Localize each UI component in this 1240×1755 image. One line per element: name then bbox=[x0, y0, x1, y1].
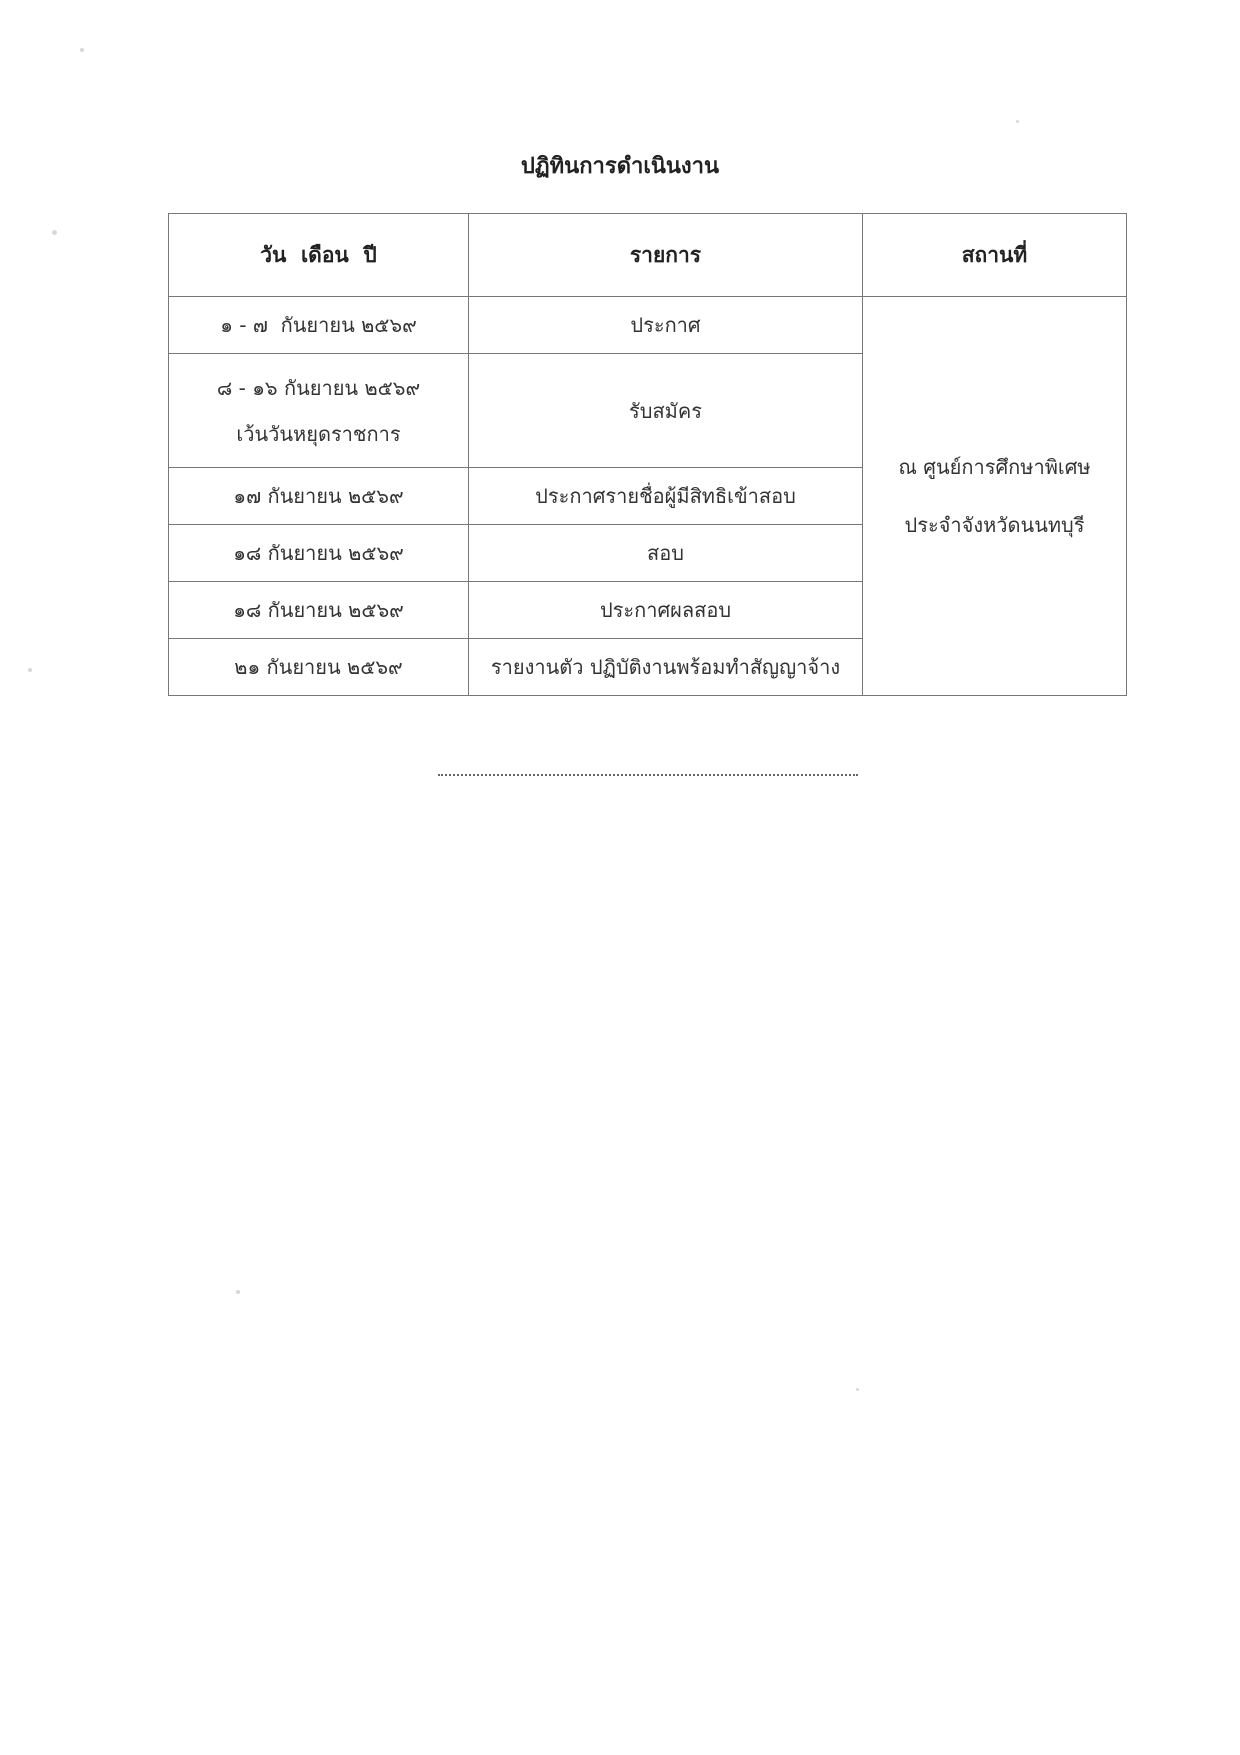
date-text: ๘ - ๑๖ กันยายน ๒๕๖๙ bbox=[216, 375, 421, 400]
row-date bbox=[169, 639, 469, 696]
table-header-row bbox=[169, 214, 1127, 297]
row-item: รับสมัคร bbox=[469, 354, 863, 468]
header-item: รายการ bbox=[469, 214, 863, 297]
scan-speck bbox=[52, 230, 57, 235]
row-date bbox=[169, 525, 469, 582]
header-date: วัน เดือน ปี bbox=[169, 214, 469, 297]
row-date bbox=[169, 468, 469, 525]
date-note: เว้นวันหยุดราชการ bbox=[236, 421, 401, 446]
scan-speck bbox=[80, 48, 84, 52]
location-cell bbox=[863, 297, 1127, 696]
row-item: ประกาศ bbox=[469, 297, 863, 354]
row-item: สอบ bbox=[469, 525, 863, 582]
scan-speck bbox=[236, 1290, 240, 1294]
date-text: ๑ - ๗ กันยายน ๒๕๖๙ bbox=[220, 313, 417, 337]
date-text: ๑๘ กันยายน ๒๕๖๙ bbox=[233, 541, 404, 565]
header-location: สถานที่ bbox=[863, 214, 1127, 297]
location-line-2: ประจำจังหวัดนนทบุรี bbox=[904, 513, 1085, 537]
schedule-table bbox=[168, 213, 1127, 696]
document-title: ปฏิทินการดำเนินงาน bbox=[520, 154, 720, 179]
date-text: ๑๗ กันยายน ๒๕๖๙ bbox=[233, 484, 404, 508]
row-item: รายงานตัว ปฏิบัติงานพร้อมทำสัญญาจ้าง bbox=[469, 639, 863, 696]
row-date bbox=[169, 354, 469, 468]
date-text: ๒๑ กันยายน ๒๕๖๙ bbox=[234, 655, 403, 679]
end-of-document-dotted-line bbox=[438, 774, 858, 776]
date-text: ๑๘ กันยายน ๒๕๖๙ bbox=[233, 598, 404, 622]
scan-speck bbox=[1016, 120, 1019, 123]
scan-speck bbox=[28, 668, 32, 672]
row-date bbox=[169, 297, 469, 354]
row-item: ประกาศผลสอบ bbox=[469, 582, 863, 639]
row-date bbox=[169, 582, 469, 639]
location-line-1: ณ ศูนย์การศึกษาพิเศษ bbox=[898, 455, 1091, 479]
row-item: ประกาศรายชื่อผู้มีสิทธิเข้าสอบ bbox=[469, 468, 863, 525]
table-row bbox=[169, 297, 1127, 354]
scan-speck bbox=[856, 1388, 859, 1391]
